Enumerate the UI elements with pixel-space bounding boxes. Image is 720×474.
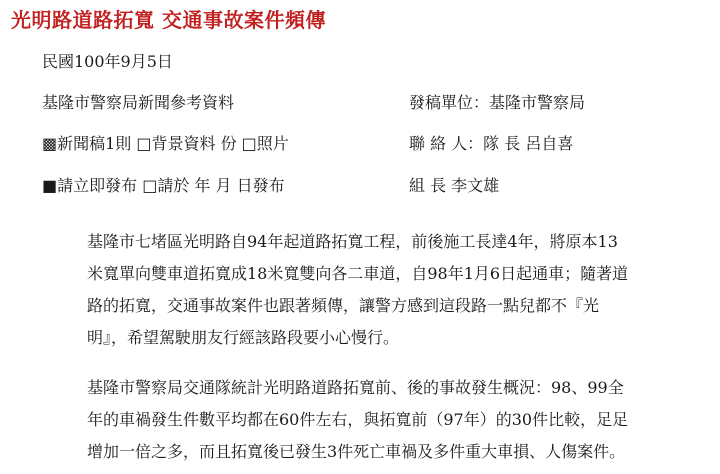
page-title: 光明路道路拓寬 交通事故案件頻傳 — [11, 8, 326, 32]
paragraph-line: 路的拓寬，交通事故案件也跟著頻傳，讓警方感到這段路一點兒都不『光 — [87, 296, 600, 315]
group-leader: 組 長 李文雄 — [409, 176, 500, 195]
paragraph-1 — [87, 229, 687, 357]
paragraph-line: 明』，希望駕駛朋友行經該路段要小心慢行。 — [87, 328, 400, 347]
paragraph-line: 基隆市七堵區光明路自94年起道路拓寬工程，前後施工長達4年，將原本13 — [87, 232, 618, 251]
paragraph-2 — [87, 375, 687, 471]
release-instruction: ■請立即發布 □請於 年 月 日發布 — [42, 176, 285, 195]
paragraph-line: 增加一倍之多，而且拓寬後已發生3件死亡車禍及多件重大車損、人傷案件。 — [87, 442, 626, 461]
issuer-label: 發稿單位：基隆市警察局 — [409, 93, 586, 112]
paragraph-line: 米寬單向雙車道拓寬成18米寬雙向各二車道，自98年1月6日起通車；隨著道 — [87, 264, 629, 283]
paragraph-line: 年的車禍發生件數平均都在60件左右，與拓寬前（97年）的30件比較，足足 — [87, 410, 629, 429]
paragraph-line: 基隆市警察局交通隊統計光明路道路拓寬前、後的事故發生概況：98、99全 — [87, 378, 624, 397]
contact-person: 聯 絡 人：隊 長 呂自喜 — [409, 134, 574, 153]
release-date: 民國100年9月5日 — [42, 52, 173, 71]
source-label: 基隆市警察局新聞參考資料 — [42, 93, 235, 112]
document-types: ▩新聞稿1則 □背景資料 份 □照片 — [42, 134, 289, 153]
